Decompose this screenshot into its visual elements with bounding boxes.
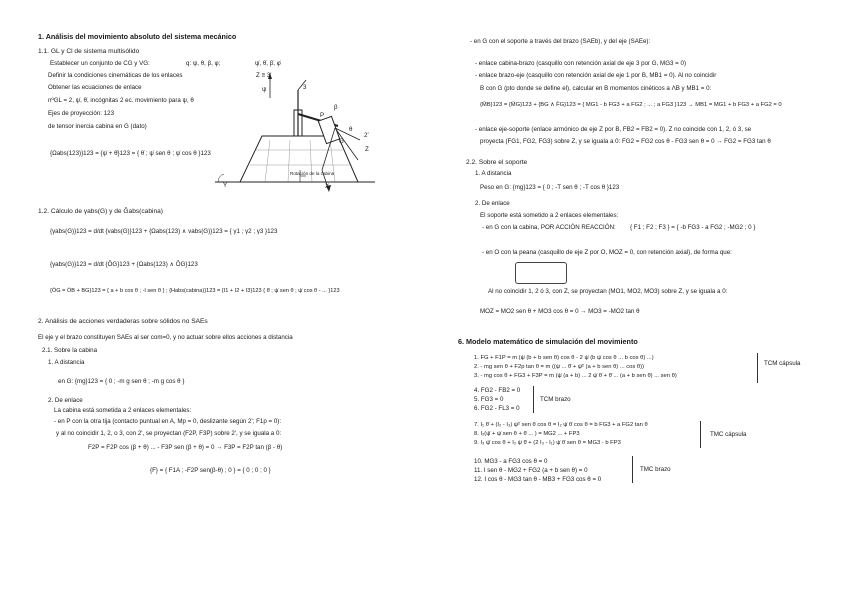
equation-omega: {Ωabs(123)}123 = {ψ̇ + θ̇}123 = { θ̇ ; ψ̇ sen θ ; ψ̇ cos θ }123 <box>50 150 211 157</box>
fig-label-theta: θ <box>349 126 353 133</box>
label-tcm-capsula: TCM cápsula <box>764 360 801 367</box>
fig-label-p: P <box>320 112 325 119</box>
equation-mg: en G: {mg}123 = { 0 ; -m g sen θ ; -m g cos θ } <box>58 378 185 385</box>
text-line: - en O con la peana (casquillo de eje Z por O, MOZ = 0, con retención axial), de forma que: <box>482 249 732 256</box>
text-line: Al no coincidir 1, 2 ó 3, con Z, se proyectan (MO1, MO2, MO3) sobre Z, y se iguala a 0: <box>488 288 728 295</box>
fig-label-beta: β <box>334 104 338 111</box>
fig-label-psi: ψ <box>262 86 267 93</box>
fig-label-y: Y <box>223 182 228 189</box>
equation-6: 6. FG2 - FL3 = 0 <box>474 405 520 412</box>
equation-11: 11. I sen θ - MG2 + FG2 (a + b sen θ) = 0 <box>474 467 588 474</box>
group-bracket <box>700 421 701 448</box>
equation-3: 3. - mg cos θ + FG3 + F3P = m (ψ̇ (a + b) ... 2 ψ̇ θ̇ + θ̈ ... (a + b sen θ) ... sen θ) <box>474 373 677 379</box>
text-line: Establecer un conjunto de CG y VG: <box>50 60 150 67</box>
section-2-title: 2. Análisis de acciones verdaderas sobre sólidos no SAEs <box>38 318 208 325</box>
matrix-box <box>515 262 567 284</box>
equation-5: 5. FG3 = 0 <box>474 396 504 403</box>
text-line: 2. De enlace <box>48 397 83 404</box>
text-line: y al no coincidir 1, 2, o 3, con 2', se proyectan (F2P, F3P) sobre 2', y se iguala a 0: <box>56 430 282 437</box>
label-tmc-capsula: TMC cápsula <box>710 431 747 438</box>
section-1-1-title: 1.1. GL y Cl de sistema multisólido <box>38 48 140 55</box>
section-1-2-title: 1.2. Cálculo de γabs(G) y de Ḡabs(cabina) <box>38 208 163 215</box>
label-tmc-brazo: TMC brazo <box>640 466 671 473</box>
label-tcm-brazo: TCM brazo <box>540 396 571 403</box>
section-1-title: 1. Análisis del movimiento absoluto del sistema mecánico <box>38 32 237 41</box>
fig-label-g: G <box>339 138 344 145</box>
equation-moz: MOZ = MO2 sen θ + MO3 cos θ = 0 → MO3 = -MO2 tan θ <box>480 308 640 315</box>
text-vg2: ψ̇, θ̇, β̇, φ̇ <box>255 60 281 67</box>
equation-f: {F} = { F1A ; -F2P sen(β-θ) ; 0 } = { 0 ; 0 ; 0 } <box>150 467 271 474</box>
equation-10: 10. MG3 - a FG3 cos θ = 0 <box>474 458 548 465</box>
group-bracket <box>533 386 534 413</box>
text-line: nºGL = 2, ψ̇, θ̇, incógnitas 2 ec. movimiento para ψ, θ <box>48 97 194 104</box>
text-line: Ejes de proyección: 123 <box>48 110 115 117</box>
equation-4: 4. FG2 - FB2 = 0 <box>474 387 521 394</box>
equation-1: 1. FG + F1P = m (ψ̇ (b + b sen θ) cos θ - 2 ψ̇ (b ψ̇ cos θ ... b cos θ) ...) <box>474 355 654 361</box>
text-line: proyecta (FG1, FG2, FG3) sobre Z, y se iguala a 0: FG2 = FG2 cos θ - FG3 sen θ = 0 → FG2 = FG3 tan θ <box>480 138 771 145</box>
equation-fp: F2P = F2P cos (β + θ) ... - F3P sen (β + θ) = 0 → F3P = F2P tan (β - θ) <box>88 444 283 451</box>
equation-gamma-2: {γabs(G)}123 = d/dt {ŌG}123 + {Ωabs(123) ∧ ŌG}123 <box>50 261 198 268</box>
text-line: de tensor inercia cabina en G (dato) <box>48 123 147 130</box>
text-line: La cabina está sometida a 2 enlaces elementales: <box>54 407 192 414</box>
equation-2: 2. - mg sen θ + F2p tan θ = m ((ψ̇ ... θ̈ + ψ̈² (a + b sen θ) ... cos θ)) <box>474 364 645 370</box>
equation-gamma: {γabs(G)}123 = d/dt {vabs(G)}123 + {Ωabs(123) ∧ vabs(G)}123 = { γ1 ; γ2 ; γ3 }123 <box>50 228 278 235</box>
group-bracket <box>757 353 758 383</box>
equation-peso: Peso en G: {mg}123 = { 0 ; -T sen θ ; -T cos θ }123 <box>480 184 620 191</box>
group-bracket <box>632 456 633 483</box>
equation-7: 7. I₁ θ̈ + (I₂ - I₃) ψ̇² sen θ cos θ = I₂ ψ̇ θ̇ cos θ = b FG3 + a FG2 tan θ <box>474 422 648 428</box>
text-line: - en P con la otra tija (contacto puntual en A, Mp = 0, deslizante según 2'; F1p = 0): <box>54 418 282 425</box>
text-line: - enlace cabina-brazo (casquillo con retención axial de eje 3 por G, MG3 = 0) <box>475 60 687 67</box>
fig-label-z: Z <box>365 146 369 153</box>
section-2-2-title: 2.2. Sobre el soporte <box>466 159 528 166</box>
equation-12: 12. I cos θ - MG3 tan θ - MB3 + FG3 cos θ = 0 <box>474 476 602 483</box>
text-line: 2. De enlace <box>475 200 510 207</box>
equation-9: 9. I₃ ψ̈ cos θ + I₂ ψ̇ θ̇ + (2 I₃ - I₁) ψ̇ θ̇ sen θ = MG3 - b FP3 <box>474 440 621 446</box>
fig-label-3: 3 <box>303 84 307 91</box>
section-2-1-title: 2.1. Sobre la cabina <box>42 347 98 354</box>
text-line: B con G (pto donde se define el), calcular en B momentos cinéticos a ΛB y MB1 = 0: <box>480 85 712 92</box>
fig-caption: Rotación de la cabina <box>290 171 335 176</box>
equation-8: 8. I₂(ψ̈ + ψ̇ sen θ + θ̇ ... ) = MG2 ... + FP3 <box>474 431 580 437</box>
fig-label-z3: Z ≡ 3' <box>256 72 272 79</box>
text-line: El eje y el brazo constituyen SAEs al ser com=0, y no actuar sobre ellos acciones a distancia <box>38 334 293 341</box>
text-line: - en G con la cabina, POR ACCIÓN REACCIÓN: <box>482 224 616 231</box>
text-line: El soporte está sometido a 2 enlaces elementales: <box>480 212 619 219</box>
text-line: 1. A distancia <box>475 170 512 177</box>
text-line: - en G con el soporte a través del brazo (SAEb), y del eje (SAEe): <box>470 38 651 45</box>
fig-label-2: 2' <box>364 132 369 139</box>
text-vg: q: ψ, θ, β, φ; <box>186 60 221 67</box>
fig-label-x: X <box>325 183 330 190</box>
text-line: - enlace eje-soporte (enlace armónico de eje Z por B, FB2 = FB2 = 0). Z no coincide con 1, 2, ó 3, se <box>475 126 752 133</box>
equation-og: {ŌG = ŌB + BG}123 = { a + b cos θ ; -l sen θ } ; {Habs(cabina)}123 = {I1 + I2 + I3}123 { θ̇ ; ψ̇ sen θ ; ψ̇ cos θ - ... }123 <box>50 288 340 294</box>
text-line: 1. A distancia <box>48 359 85 366</box>
text-line: Definir la condiciones cinemáticas de los enlaces <box>48 72 183 79</box>
text-line: - enlace brazo-eje (casquillo con retención axial de eje 1 por B, MB1 = 0). Al no coincidir <box>475 72 717 79</box>
section-6-title: 6. Modelo matemático de simulación del movimiento <box>458 337 638 346</box>
equation-mb: {M̄B}123 = {M̄G}123 + {BG ∧ F̄G}123 = { MG1 - b FG3 + a FG2 ; ... ; a FG3 }123 → MB1 = MG1 + b FG3 + a FG2 = 0 <box>480 102 782 108</box>
text-line: Obtener las ecuaciones de enlace <box>48 84 142 91</box>
equation-g-reaction: { F1 ; F2 ; F3 } = { -b FG3 - a FG2 ; -MG2 ; 0 } <box>630 224 756 231</box>
